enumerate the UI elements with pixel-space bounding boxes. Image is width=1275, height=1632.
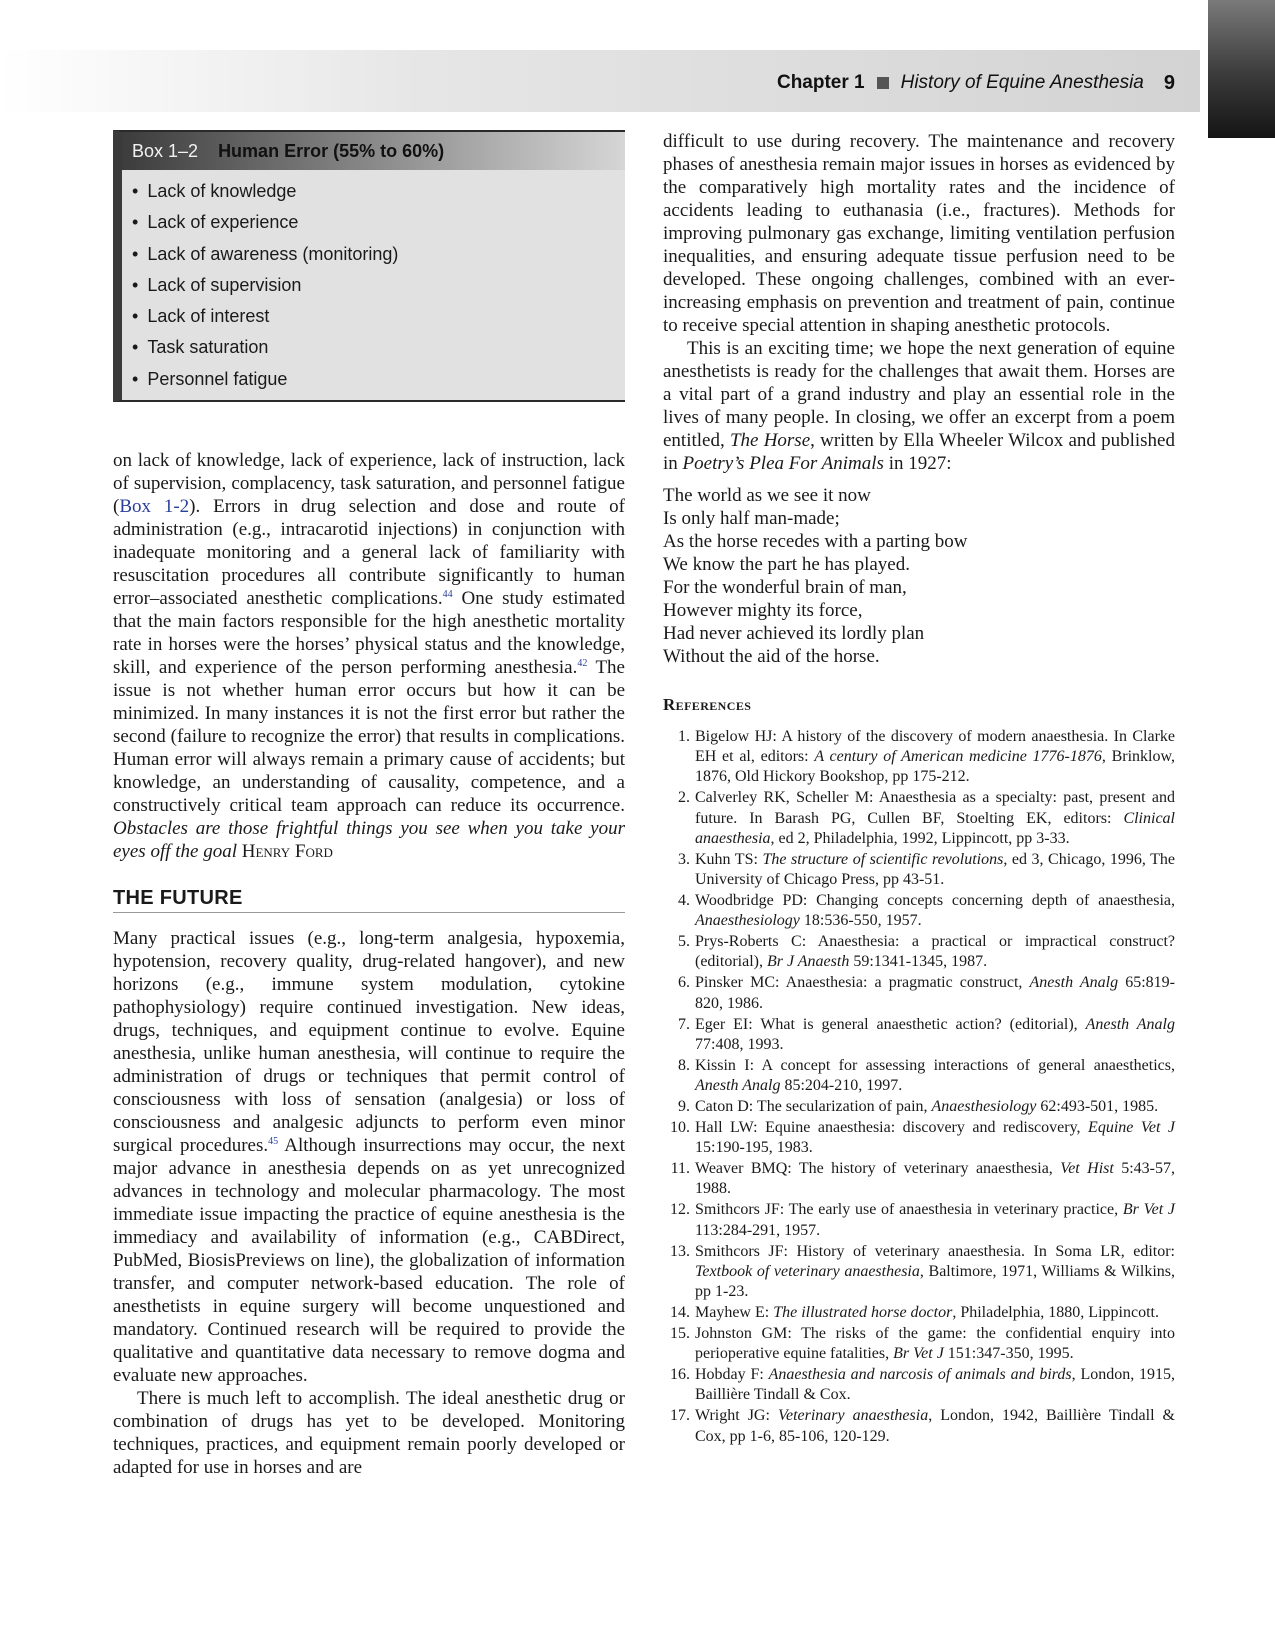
poem-line: We know the part he has played. bbox=[663, 554, 910, 575]
page-number: 9 bbox=[1163, 71, 1175, 94]
poem-line: Without the aid of the horse. bbox=[663, 646, 880, 667]
box-human-error bbox=[113, 130, 625, 402]
reference-item: 8. Kissin I: A concept for assessing interactions of general anaesthetics, Anesth Analg 85:204-210, 1997. bbox=[678, 1056, 1175, 1095]
box-1-2-link[interactable]: Box 1-2 bbox=[119, 496, 190, 517]
poem-line: However mighty its force, bbox=[663, 600, 863, 621]
book-title: Poetry’s Plea For Animals bbox=[682, 453, 884, 474]
box-list-item: • Lack of experience bbox=[132, 207, 625, 238]
box-list bbox=[122, 170, 625, 395]
citation-42[interactable]: 42 bbox=[577, 658, 588, 669]
running-head bbox=[777, 70, 1175, 96]
reference-item: 4. Woodbridge PD: Changing concepts concerning depth of anaesthesia, Anaesthesiology 18:536-550, 1957. bbox=[678, 892, 1175, 930]
box-number: Box 1–2 bbox=[132, 140, 199, 161]
separator-square-icon bbox=[877, 77, 889, 89]
box-list-item: • Lack of supervision bbox=[132, 270, 625, 301]
reference-item: 11. Weaver BMQ: The history of veterinary anaesthesia, Vet Hist 5:43-57, 1988. bbox=[670, 1160, 1175, 1198]
poem-line: As the horse recedes with a parting bow bbox=[663, 531, 968, 552]
chapter-label: Chapter 1 bbox=[776, 72, 865, 93]
future-heading: THE FUTURE bbox=[113, 887, 625, 913]
reference-item: 12. Smithcors JF: The early use of anaesthesia in veterinary practice, Br Vet J 113:284-291, 1957. bbox=[670, 1201, 1176, 1239]
reference-item: 17. Wright JG: Veterinary anaesthesia, London, 1942, Baillière Tindall & Cox, pp 1-6, 85-106, 120-129. bbox=[670, 1407, 1176, 1445]
poem-line: The world as we see it now bbox=[663, 485, 871, 506]
reference-item: 9. Caton D: The secularization of pain, Anaesthesiology 62:493-501, 1985. bbox=[678, 1098, 1159, 1116]
box-header bbox=[122, 132, 625, 170]
recovery-paragraph: difficult to use during recovery. The maintenance and recovery phases of anesthesia remain major issues in horses as evidenced by the comparatively high mortality rates and the incidence of accidents leading to euthanasia (i.e., fractures). Methods for improving pulmonary gas exchange, limiting ventilation perfusion inequalities, and ensuring adequate tissue perfusion need to be developed. These ongoing challenges, combined with an ever-increasing emphasis on prevention and treatment of pain, continue to receive special attention in shaping anesthetic protocols. bbox=[663, 131, 1175, 336]
right-column bbox=[663, 130, 1175, 1448]
references-list bbox=[663, 727, 1175, 1447]
box-list-item: • Lack of knowledge bbox=[132, 176, 625, 207]
reference-item: 15. Johnston GM: The risks of the game: the confidential enquiry into perioperative equine fatalities, Br Vet J 151:347-350, 1995. bbox=[670, 1325, 1175, 1363]
citation-44[interactable]: 44 bbox=[442, 589, 453, 600]
reference-item: 10. Hall LW: Equine anaesthesia: discovery and rediscovery, Equine Vet J 15:190-195, 1983. bbox=[670, 1119, 1175, 1157]
section-title: History of Equine Anesthesia bbox=[900, 72, 1144, 93]
citation-45[interactable]: 45 bbox=[268, 1136, 279, 1147]
reference-item: 6. Pinsker MC: Anaesthesia: a pragmatic construct, Anesth Analg 65:819-820, 1986. bbox=[678, 974, 1175, 1012]
left-column bbox=[113, 130, 625, 1479]
reference-item: 14. Mayhew E: The illustrated horse doctor, Philadelphia, 1880, Lippincott. bbox=[670, 1304, 1159, 1322]
closing-paragraph: This is an exciting time; we hope the next generation of equine anesthetists is ready for the challenges that await them. Horses are a vital part of a grand industry and play an essential role in the lives of many people. In closing, we offer an excerpt from a poem entitled, The Horse, written by Ella Wheeler Wilcox and published in Poetry’s Plea For Animals in 1927: bbox=[663, 338, 1175, 474]
box-title: Human Error (55% to 60%) bbox=[218, 140, 445, 161]
reference-item: 5. Prys-Roberts C: Anaesthesia: a practical or impractical construct? (editorial), Br J Anaesth 59:1341-1345, 1987. bbox=[678, 933, 1175, 971]
future-paragraph: Many practical issues (e.g., long-term analgesia, hypoxemia, hypotension, recovery quality, drug-related hangover), and new horizons (e.g., immune system modulation, cytokine pathophysiology) require continued investigation. New ideas, drugs, techniques, and equipment continue to evolve. Equine anesthesia, unlike human anesthesia, will continue to require the administration of drugs or techniques that permit control of consciousness with loss of sensation (analgesia) or loss of consciousness and analgesic adjuncts to perform even minor surgical procedures.$^{45}$ Although insurrections may occur, the next major advance in anesthesia depends on as yet unrecognized advances in technology and molecular pharmacology. The most immediate issue impacting the practice of equine anesthesia is the immediacy and availability of information (e.g., CABDirect, PubMed, BiosisPreviews on line), the globalization of information transfer, and computer network-based education. The role of anesthetists in equine surgery will become unquestioned and mandatory. Continued research will be required to provide the qualitative and quantitative data necessary to remove dogma and evaluate new approaches. bbox=[113, 928, 625, 1386]
poem-line: Is only half man-made; bbox=[663, 508, 840, 529]
quote-text: Obstacles are those frightful things you see when you take your eyes off the goal bbox=[113, 818, 625, 862]
reference-item: 13. Smithcors JF: History of veterinary anaesthesia. In Soma LR, editor: Textbook of veterinary anaesthesia, Baltimore, 1971, Williams & Wilkins, pp 1-23. bbox=[670, 1242, 1176, 1301]
references-heading: References bbox=[663, 695, 752, 714]
reference-item: 1. Bigelow HJ: A history of the discovery of modern anaesthesia. In Clarke EH et al, editors: A century of American medicine 1776-1876, Brinklow, 1876, Old Hickory Bookshop, pp 175-212. bbox=[678, 728, 1175, 786]
reference-item: 16. Hobday F: Anaesthesia and narcosis of animals and birds, London, 1915, Baillière Tindall & Cox. bbox=[670, 1366, 1176, 1404]
reference-item: 2. Calverley RK, Scheller M: Anaesthesia as a specialty: past, present and future. In Barash PG, Cullen BF, Stoelting EK, editors: Clinical anaesthesia, ed 2, Philadelphia, 1992, Lippincott, pp 3-33. bbox=[678, 789, 1175, 847]
quote-author: Henry Ford bbox=[241, 841, 333, 862]
box-list-item: • Task saturation bbox=[132, 332, 625, 363]
poem-title: The Horse bbox=[729, 430, 811, 451]
poem-line: Had never achieved its lordly plan bbox=[663, 623, 925, 644]
box-list-item: • Personnel fatigue bbox=[132, 364, 625, 395]
page-corner-tab bbox=[1208, 0, 1275, 138]
poem-excerpt bbox=[663, 484, 1175, 668]
reference-item: 7. Eger EI: What is general anaesthetic action? (editorial), Anesth Analg 77:408, 1993. bbox=[678, 1015, 1176, 1053]
box-list-item: • Lack of awareness (monitoring) bbox=[132, 239, 625, 270]
human-error-paragraph: on lack of knowledge, lack of experience, lack of instruction, lack of supervision, complacency, task saturation, and personnel fatigue (Box 1-2). Errors in drug selection and dose and route of administration (e.g., intracarotid injections) in conjunction with inadequate monitoring and a general lack of familiarity with resuscitation procedures all contribute significantly to human error–associated anesthetic complications.$^{44}$ One study estimated that the main factors responsible for the high anesthetic mortality rate in horses were the horses’ physical status and the knowledge, skill, and experience of the person performing anesthesia.$^{42}$ The issue is not whether human error occurs but how it can be minimized. In many instances it is not the first error but rather the second (failure to recognize the error) that results in complications. Human error will always remain a primary cause of accidents; but knowledge, an understanding of causality, competence, and a constructively critical team approach can reduce its occurrence. Obstacles are those frightful things you see when you take your eyes off the goal Henry Ford bbox=[113, 450, 625, 862]
accomplish-paragraph: There is much left to accomplish. The ideal anesthetic drug or combination of drugs has yet to be developed. Monitoring techniques, practices, and equipment remain poorly developed or adapted for use in horses and are bbox=[113, 1388, 625, 1478]
box-list-item: • Lack of interest bbox=[132, 301, 625, 332]
poem-line: For the wonderful brain of man, bbox=[663, 577, 907, 598]
reference-item: 3. Kuhn TS: The structure of scientific revolutions, ed 3, Chicago, 1996, The University of Chicago Press, pp 43-51. bbox=[678, 850, 1176, 889]
